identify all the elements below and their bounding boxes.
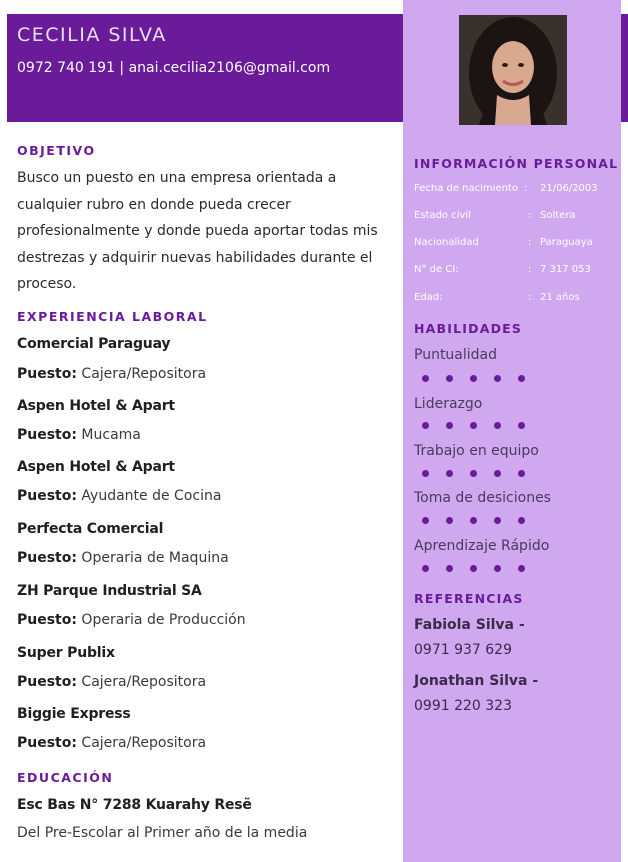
reference-name: Fabiola Silva - bbox=[414, 617, 525, 633]
skill-dot bbox=[518, 422, 525, 429]
info-personal-heading: INFORMACIÓN PERSONAL bbox=[414, 156, 619, 171]
portrait-image bbox=[459, 15, 567, 125]
skill-dot bbox=[422, 517, 429, 524]
skill-dot bbox=[470, 422, 477, 429]
info-key: Fecha de nacimiento bbox=[414, 183, 518, 194]
skill-dot bbox=[470, 375, 477, 382]
skill-dot bbox=[422, 375, 429, 382]
skill-dot bbox=[446, 470, 453, 477]
objetivo-heading: OBJETIVO bbox=[17, 143, 96, 158]
skill-dot bbox=[494, 470, 501, 477]
info-value: 21 años bbox=[540, 292, 580, 303]
skill-dot bbox=[494, 422, 501, 429]
info-colon: : bbox=[528, 210, 532, 221]
skill-name: Toma de desiciones bbox=[414, 490, 551, 506]
reference-phone: 0971 937 629 bbox=[414, 642, 512, 658]
role-value: Cajera/Repositora bbox=[81, 674, 207, 690]
skill-dot bbox=[494, 517, 501, 524]
skill-rating bbox=[422, 565, 542, 575]
education-school: Esc Bas N° 7288 Kuarahy Resẽ bbox=[17, 797, 252, 813]
skill-dot bbox=[446, 565, 453, 572]
role-value: Ayudante de Cocina bbox=[81, 488, 222, 504]
skill-dot bbox=[446, 422, 453, 429]
info-colon: : bbox=[528, 292, 532, 303]
skill-name: Puntualidad bbox=[414, 347, 498, 363]
role-label: Puesto: bbox=[17, 674, 77, 690]
experience-role bbox=[17, 674, 206, 690]
skill-dot bbox=[518, 565, 525, 572]
profile-photo bbox=[459, 15, 567, 125]
info-value: 7 317 053 bbox=[540, 264, 591, 275]
experience-company: Comercial Paraguay bbox=[17, 336, 171, 352]
info-colon: : bbox=[524, 183, 528, 194]
skill-dot bbox=[446, 375, 453, 382]
skill-dot bbox=[518, 470, 525, 477]
skill-dot bbox=[422, 422, 429, 429]
skill-name: Aprendizaje Rápido bbox=[414, 538, 550, 554]
info-key: Estado civil bbox=[414, 210, 471, 221]
experience-role bbox=[17, 488, 221, 504]
experience-company: Aspen Hotel & Apart bbox=[17, 459, 175, 475]
info-colon: : bbox=[528, 237, 532, 248]
role-value: Cajera/Repositora bbox=[81, 366, 207, 382]
info-value: Soltera bbox=[540, 210, 576, 221]
experience-role bbox=[17, 735, 206, 751]
skill-name: Liderazgo bbox=[414, 396, 483, 412]
skill-dot bbox=[470, 470, 477, 477]
skill-dot bbox=[494, 565, 501, 572]
experience-role bbox=[17, 427, 141, 443]
info-value: Paraguaya bbox=[540, 237, 593, 248]
skill-dot bbox=[518, 517, 525, 524]
role-label: Puesto: bbox=[17, 488, 77, 504]
skill-rating bbox=[422, 517, 542, 527]
experiencia-heading: EXPERIENCIA LABORAL bbox=[17, 309, 208, 324]
educacion-heading: EDUCACIÓN bbox=[17, 770, 114, 785]
role-label: Puesto: bbox=[17, 612, 77, 628]
reference-name: Jonathan Silva - bbox=[414, 673, 539, 689]
info-value: 21/06/2003 bbox=[540, 183, 598, 194]
role-value: Cajera/Repositora bbox=[81, 735, 207, 751]
experience-company: ZH Parque Industrial SA bbox=[17, 583, 202, 599]
objetivo-line: proceso. bbox=[17, 276, 77, 292]
objetivo-text bbox=[17, 165, 397, 298]
habilidades-heading: HABILIDADES bbox=[414, 321, 523, 336]
skill-name: Trabajo en equipo bbox=[414, 443, 539, 459]
info-key: Nacionalidad bbox=[414, 237, 479, 248]
contact-info: 0972 740 191 | anai.cecilia2106@gmail.com bbox=[17, 60, 331, 76]
experience-company: Aspen Hotel & Apart bbox=[17, 398, 175, 414]
role-value: Mucama bbox=[81, 427, 141, 443]
skill-dot bbox=[422, 470, 429, 477]
objetivo-line: destrezas y adquirir nuevas habilidades durante el bbox=[17, 249, 373, 266]
skill-rating bbox=[422, 375, 542, 385]
skill-dot bbox=[470, 565, 477, 572]
experience-role bbox=[17, 366, 206, 382]
role-label: Puesto: bbox=[17, 366, 77, 382]
skill-rating bbox=[422, 422, 542, 432]
education-detail: Del Pre-Escolar al Primer año de la media bbox=[17, 825, 308, 841]
experience-company: Biggie Express bbox=[17, 706, 131, 722]
role-value: Operaria de Maquina bbox=[81, 550, 229, 566]
skill-dot bbox=[518, 375, 525, 382]
role-label: Puesto: bbox=[17, 550, 77, 566]
reference-phone: 0991 220 323 bbox=[414, 698, 512, 714]
info-colon: : bbox=[528, 264, 532, 275]
referencias-heading: REFERENCIAS bbox=[414, 591, 524, 606]
skill-dot bbox=[422, 565, 429, 572]
skill-dot bbox=[470, 517, 477, 524]
experience-company: Super Publix bbox=[17, 645, 115, 661]
role-label: Puesto: bbox=[17, 427, 77, 443]
objetivo-line: Busco un puesto en una empresa orientada a bbox=[17, 170, 337, 186]
experience-role bbox=[17, 612, 246, 628]
experience-role bbox=[17, 550, 229, 566]
experience-company: Perfecta Comercial bbox=[17, 521, 164, 537]
objetivo-line: profesionalmente y donde pueda aportar todas mis bbox=[17, 223, 378, 239]
skill-rating bbox=[422, 470, 542, 480]
candidate-name: CECILIA SILVA bbox=[17, 24, 167, 46]
role-label: Puesto: bbox=[17, 735, 77, 751]
objetivo-line: cualquier rubro en donde pueda crecer bbox=[17, 196, 291, 213]
skill-dot bbox=[446, 517, 453, 524]
skill-dot bbox=[494, 375, 501, 382]
info-key: N° de CI: bbox=[414, 264, 459, 275]
role-value: Operaria de Producción bbox=[81, 612, 246, 628]
info-key: Edad: bbox=[414, 292, 443, 303]
